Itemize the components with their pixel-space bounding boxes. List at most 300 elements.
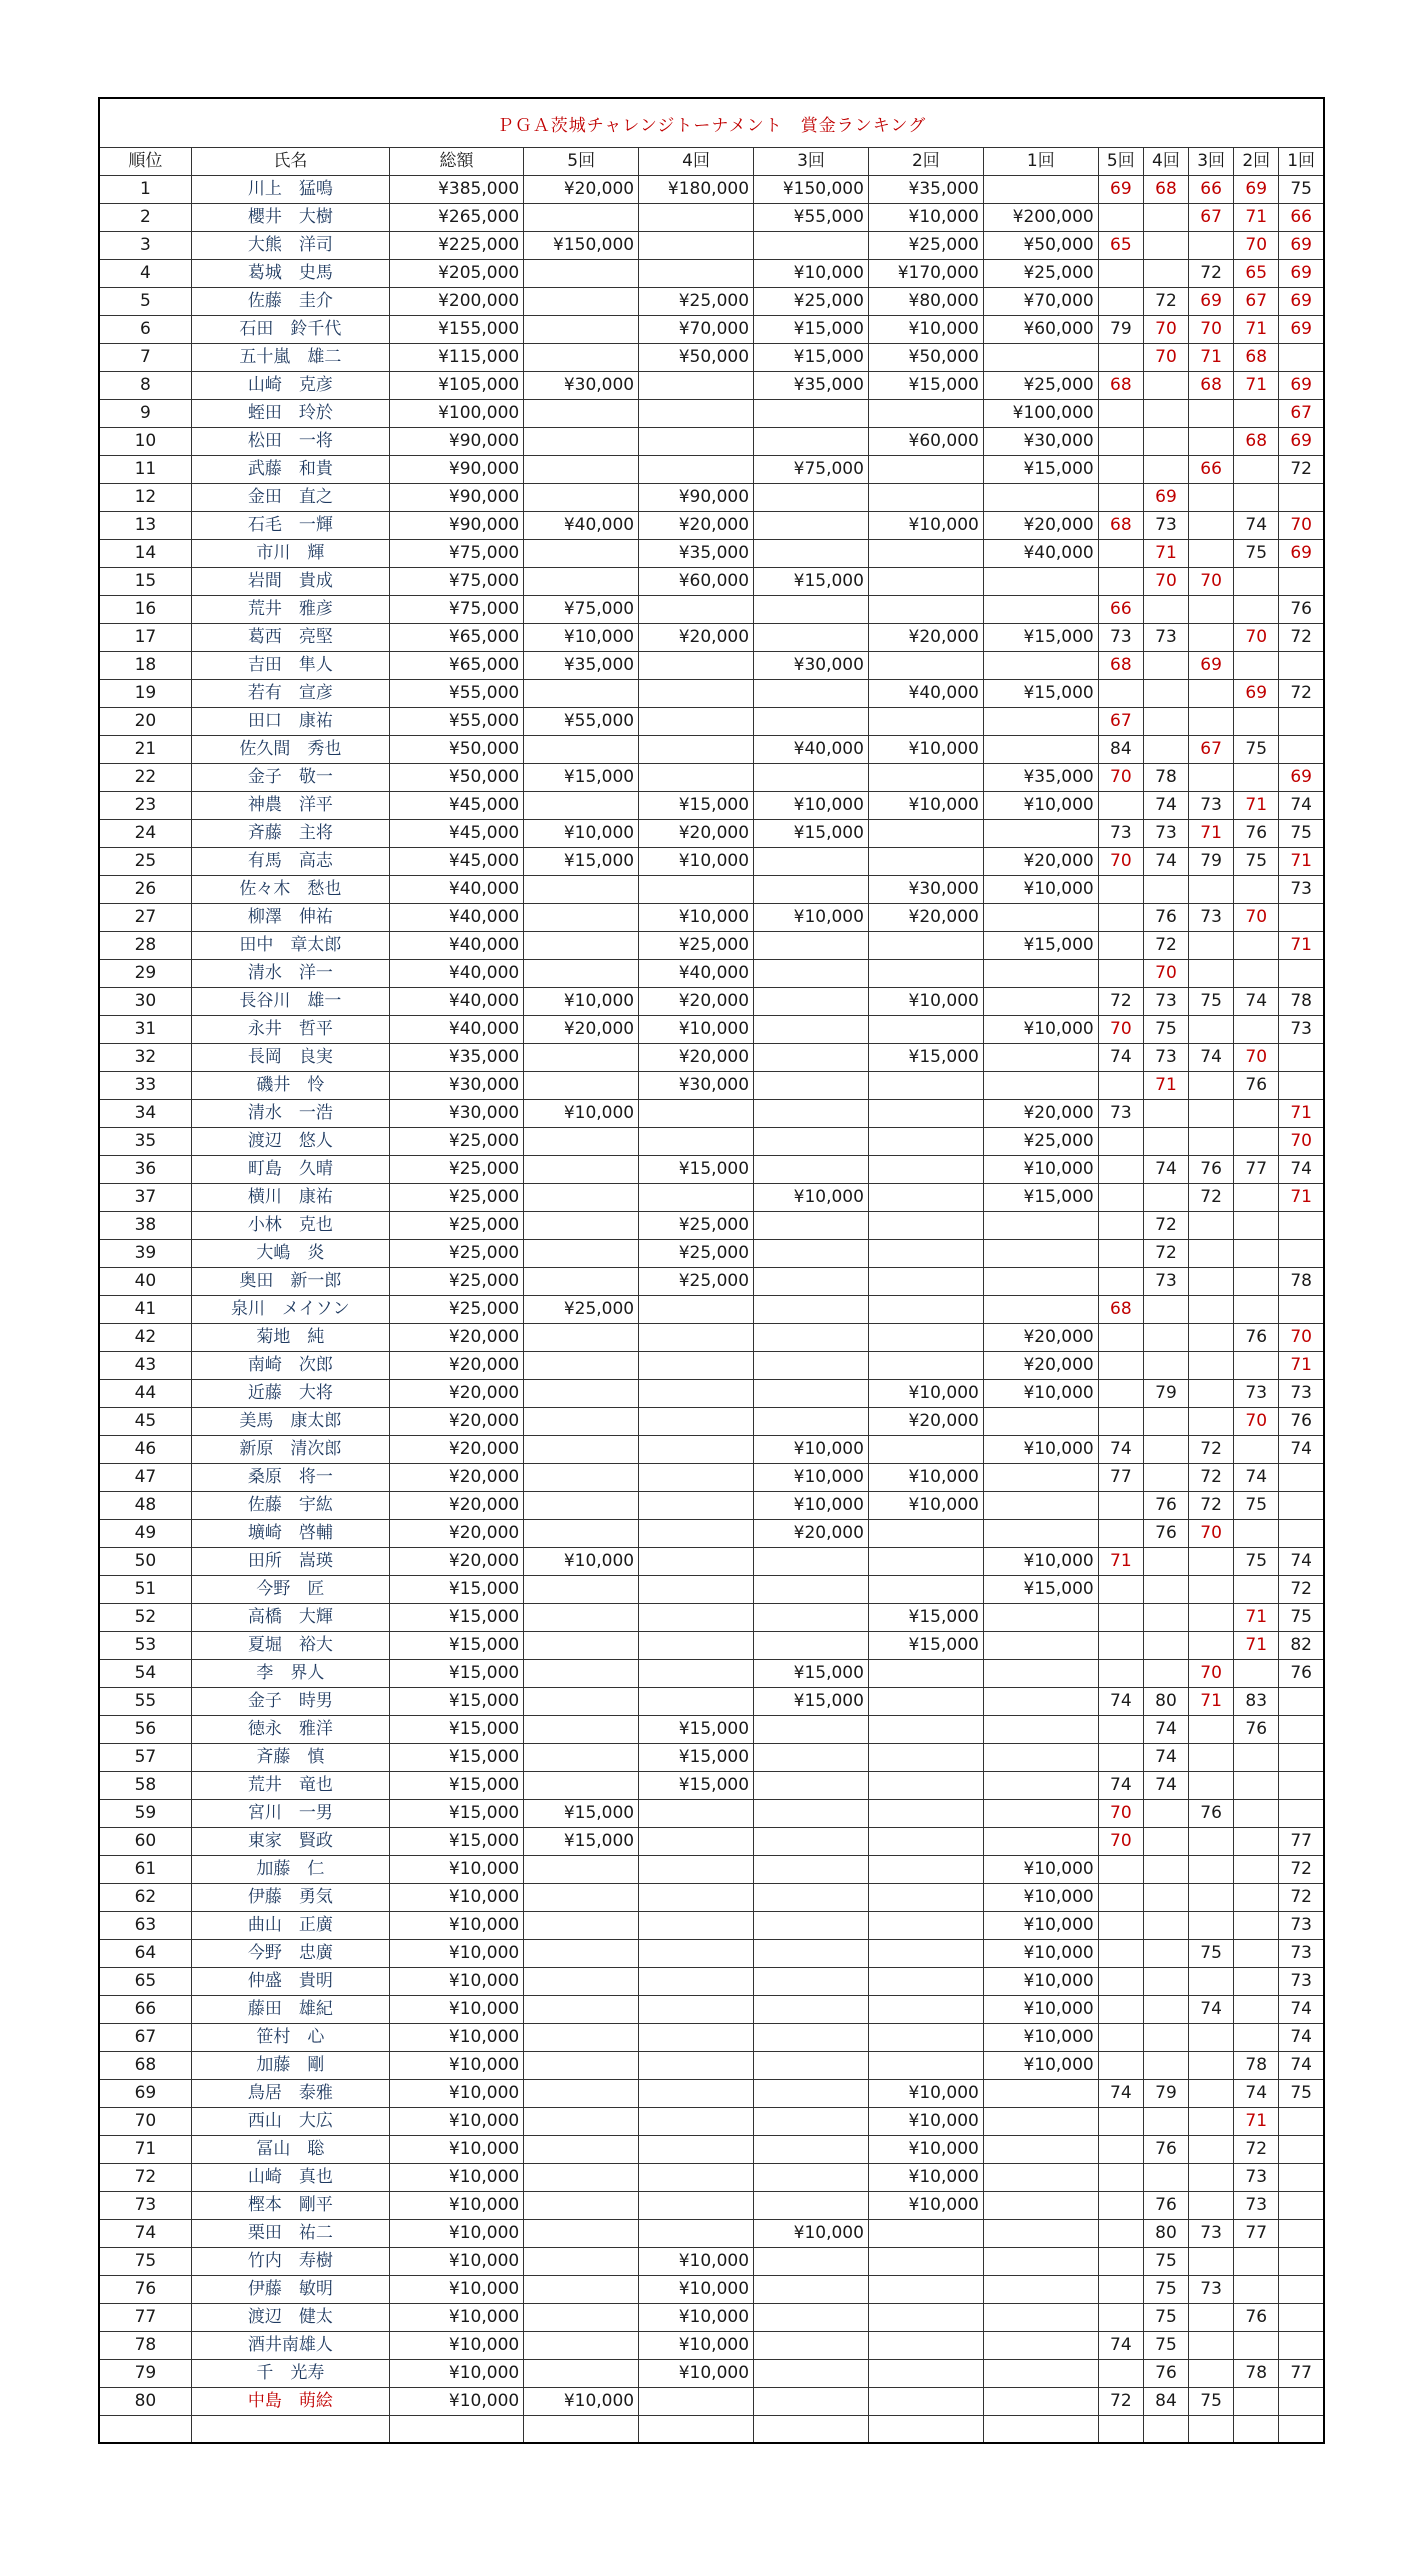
round-prize-cell <box>868 1548 983 1576</box>
round-prize-cell <box>524 1352 639 1380</box>
round-score-cell <box>1189 1744 1234 1772</box>
total-prize-cell: ¥15,000 <box>389 1800 523 1828</box>
round-prize-cell: ¥25,000 <box>754 288 869 316</box>
round-score-cell <box>1098 2276 1143 2304</box>
rank-cell: 11 <box>99 456 191 484</box>
round-prize-cell <box>524 960 639 988</box>
total-prize-cell: ¥25,000 <box>389 1184 523 1212</box>
round-score-cell <box>1189 2080 1234 2108</box>
player-name-cell: 新原 清次郎 <box>191 1436 389 1464</box>
table-row <box>99 2360 1324 2388</box>
round-prize-cell: ¥25,000 <box>639 288 754 316</box>
round-prize-cell <box>524 344 639 372</box>
round-score-cell <box>1234 1520 1279 1548</box>
round-score-cell <box>1279 1744 1324 1772</box>
round-prize-cell: ¥10,000 <box>868 512 983 540</box>
round-prize-cell <box>524 2220 639 2248</box>
column-header: 順位 <box>99 148 191 176</box>
round-score-cell <box>1279 1772 1324 1800</box>
player-name-cell: 鳥居 泰雅 <box>191 2080 389 2108</box>
table-row <box>99 792 1324 820</box>
round-score-cell: 74 <box>1189 1996 1234 2024</box>
round-score-cell: 76 <box>1189 1156 1234 1184</box>
total-prize-cell: ¥40,000 <box>389 932 523 960</box>
round-prize-cell <box>868 1016 983 1044</box>
player-name-cell: 五十嵐 雄二 <box>191 344 389 372</box>
round-score-cell: 74 <box>1098 1688 1143 1716</box>
round-score-cell <box>1143 232 1188 260</box>
round-prize-cell: ¥10,000 <box>524 1100 639 1128</box>
round-prize-cell <box>639 1408 754 1436</box>
round-score-cell <box>1189 1100 1234 1128</box>
round-score-cell: 79 <box>1098 316 1143 344</box>
round-score-cell: 71 <box>1234 316 1279 344</box>
header-row <box>99 148 1324 176</box>
round-score-cell: 73 <box>1279 1940 1324 1968</box>
round-score-cell: 70 <box>1279 512 1324 540</box>
round-prize-cell: ¥10,000 <box>983 1884 1098 1912</box>
round-score-cell <box>1098 400 1143 428</box>
round-prize-cell <box>639 1856 754 1884</box>
round-prize-cell <box>524 260 639 288</box>
round-prize-cell: ¥25,000 <box>524 1296 639 1324</box>
rank-cell: 54 <box>99 1660 191 1688</box>
table-row <box>99 456 1324 484</box>
rank-cell: 28 <box>99 932 191 960</box>
round-prize-cell <box>754 1744 869 1772</box>
table-row <box>99 904 1324 932</box>
player-name-cell: 武藤 和貴 <box>191 456 389 484</box>
round-prize-cell: ¥20,000 <box>983 1100 1098 1128</box>
rank-cell: 43 <box>99 1352 191 1380</box>
round-score-cell <box>1143 1128 1188 1156</box>
column-header: 3回 <box>1189 148 1234 176</box>
round-score-cell <box>1234 400 1279 428</box>
round-prize-cell: ¥10,000 <box>639 2276 754 2304</box>
round-prize-cell: ¥20,000 <box>639 1044 754 1072</box>
round-score-cell: 74 <box>1098 1772 1143 1800</box>
round-prize-cell <box>524 2416 639 2443</box>
player-name-cell: 金子 時男 <box>191 1688 389 1716</box>
round-score-cell <box>1189 624 1234 652</box>
round-prize-cell: ¥75,000 <box>754 456 869 484</box>
round-prize-cell: ¥30,000 <box>983 428 1098 456</box>
round-prize-cell: ¥150,000 <box>754 176 869 204</box>
round-prize-cell <box>639 1324 754 1352</box>
round-prize-cell: ¥20,000 <box>983 512 1098 540</box>
round-score-cell <box>1189 1268 1234 1296</box>
column-header: 5回 <box>524 148 639 176</box>
round-prize-cell <box>868 2416 983 2443</box>
rank-cell: 4 <box>99 260 191 288</box>
round-score-cell <box>1189 680 1234 708</box>
round-score-cell <box>1189 1324 1234 1352</box>
round-prize-cell: ¥15,000 <box>754 344 869 372</box>
total-prize-cell: ¥15,000 <box>389 1744 523 1772</box>
total-prize-cell: ¥15,000 <box>389 1660 523 1688</box>
table-row <box>99 540 1324 568</box>
round-score-cell: 72 <box>1143 932 1188 960</box>
round-prize-cell <box>868 764 983 792</box>
round-prize-cell <box>524 1184 639 1212</box>
round-score-cell <box>1279 1296 1324 1324</box>
round-score-cell <box>1098 1268 1143 1296</box>
player-name-cell: 近藤 大将 <box>191 1380 389 1408</box>
player-name-cell: 佐々木 愁也 <box>191 876 389 904</box>
round-prize-cell <box>639 1828 754 1856</box>
round-prize-cell <box>639 2108 754 2136</box>
rank-cell: 31 <box>99 1016 191 1044</box>
total-prize-cell: ¥15,000 <box>389 1604 523 1632</box>
player-name-cell: 栗田 祐二 <box>191 2220 389 2248</box>
table-row <box>99 176 1324 204</box>
round-prize-cell <box>524 1212 639 1240</box>
player-name-cell: 有馬 高志 <box>191 848 389 876</box>
round-score-cell <box>1098 1716 1143 1744</box>
round-prize-cell: ¥10,000 <box>639 2332 754 2360</box>
total-prize-cell: ¥55,000 <box>389 708 523 736</box>
round-score-cell <box>1098 792 1143 820</box>
round-prize-cell <box>754 1548 869 1576</box>
round-score-cell: 73 <box>1143 820 1188 848</box>
round-prize-cell: ¥15,000 <box>868 372 983 400</box>
round-prize-cell <box>524 1968 639 1996</box>
round-prize-cell <box>983 1828 1098 1856</box>
rank-cell: 63 <box>99 1912 191 1940</box>
rank-cell: 20 <box>99 708 191 736</box>
round-prize-cell <box>639 2388 754 2416</box>
rank-cell: 75 <box>99 2248 191 2276</box>
round-prize-cell <box>754 1996 869 2024</box>
round-prize-cell: ¥10,000 <box>983 1380 1098 1408</box>
round-prize-cell <box>868 1884 983 1912</box>
total-prize-cell: ¥40,000 <box>389 876 523 904</box>
rank-cell: 37 <box>99 1184 191 1212</box>
round-prize-cell <box>639 1128 754 1156</box>
round-score-cell <box>1098 1352 1143 1380</box>
round-score-cell <box>1189 1576 1234 1604</box>
round-prize-cell: ¥60,000 <box>639 568 754 596</box>
round-score-cell <box>1143 2052 1188 2080</box>
table-row <box>99 624 1324 652</box>
total-prize-cell: ¥30,000 <box>389 1072 523 1100</box>
round-score-cell: 80 <box>1143 1688 1188 1716</box>
round-prize-cell: ¥180,000 <box>639 176 754 204</box>
round-prize-cell <box>868 1716 983 1744</box>
round-prize-cell: ¥10,000 <box>754 792 869 820</box>
round-score-cell: 75 <box>1189 988 1234 1016</box>
round-score-cell: 80 <box>1143 2220 1188 2248</box>
round-prize-cell: ¥10,000 <box>868 2108 983 2136</box>
round-score-cell: 65 <box>1234 260 1279 288</box>
round-score-cell <box>1279 2416 1324 2443</box>
round-prize-cell: ¥10,000 <box>983 1016 1098 1044</box>
table-row <box>99 1716 1324 1744</box>
round-score-cell <box>1098 204 1143 232</box>
round-prize-cell: ¥30,000 <box>754 652 869 680</box>
round-score-cell: 73 <box>1143 512 1188 540</box>
round-score-cell <box>1234 764 1279 792</box>
round-prize-cell: ¥10,000 <box>754 2220 869 2248</box>
round-prize-cell <box>868 1828 983 1856</box>
round-score-cell <box>1234 652 1279 680</box>
round-score-cell <box>1189 1212 1234 1240</box>
player-name-cell: 若有 宣彦 <box>191 680 389 708</box>
round-score-cell <box>1143 1800 1188 1828</box>
rank-cell: 26 <box>99 876 191 904</box>
round-prize-cell: ¥15,000 <box>524 1828 639 1856</box>
table-row <box>99 1576 1324 1604</box>
round-score-cell <box>1098 1968 1143 1996</box>
round-score-cell <box>1143 2108 1188 2136</box>
round-prize-cell: ¥170,000 <box>868 260 983 288</box>
round-score-cell <box>1234 456 1279 484</box>
total-prize-cell: ¥10,000 <box>389 1996 523 2024</box>
round-score-cell <box>1234 1884 1279 1912</box>
round-prize-cell <box>524 1464 639 1492</box>
round-prize-cell: ¥10,000 <box>868 988 983 1016</box>
round-score-cell: 84 <box>1143 2388 1188 2416</box>
round-prize-cell: ¥10,000 <box>868 204 983 232</box>
round-score-cell <box>1234 1576 1279 1604</box>
table-row <box>99 2220 1324 2248</box>
round-prize-cell <box>754 596 869 624</box>
round-prize-cell <box>983 1072 1098 1100</box>
player-name-cell: 荒井 竜也 <box>191 1772 389 1800</box>
round-score-cell <box>1098 428 1143 456</box>
round-prize-cell <box>868 1184 983 1212</box>
round-score-cell <box>1189 1548 1234 1576</box>
round-prize-cell: ¥20,000 <box>639 624 754 652</box>
round-score-cell: 74 <box>1279 1548 1324 1576</box>
round-score-cell <box>1279 736 1324 764</box>
round-prize-cell <box>639 876 754 904</box>
total-prize-cell: ¥10,000 <box>389 1968 523 1996</box>
table-row <box>99 1072 1324 1100</box>
round-score-cell <box>1189 1380 1234 1408</box>
table-row <box>99 372 1324 400</box>
round-score-cell <box>1234 2332 1279 2360</box>
round-prize-cell <box>754 1296 869 1324</box>
total-prize-cell: ¥10,000 <box>389 1856 523 1884</box>
table-row <box>99 2304 1324 2332</box>
round-score-cell <box>1189 708 1234 736</box>
round-prize-cell <box>983 1296 1098 1324</box>
player-name-cell: 渡辺 悠人 <box>191 1128 389 1156</box>
round-prize-cell <box>868 960 983 988</box>
column-header: 氏名 <box>191 148 389 176</box>
round-score-cell: 75 <box>1143 2248 1188 2276</box>
ranking-sheet <box>98 97 1325 2444</box>
round-score-cell: 75 <box>1143 2276 1188 2304</box>
table-row <box>99 2108 1324 2136</box>
round-score-cell <box>1098 2248 1143 2276</box>
round-score-cell: 83 <box>1234 1688 1279 1716</box>
rank-cell: 69 <box>99 2080 191 2108</box>
total-prize-cell <box>389 2416 523 2443</box>
player-name-cell: 笹村 心 <box>191 2024 389 2052</box>
round-score-cell <box>1279 1240 1324 1268</box>
player-name-cell: 曲山 正廣 <box>191 1912 389 1940</box>
table-row <box>99 1660 1324 1688</box>
table-row <box>99 1912 1324 1940</box>
rank-cell: 21 <box>99 736 191 764</box>
round-score-cell <box>1143 456 1188 484</box>
round-prize-cell <box>754 2052 869 2080</box>
round-prize-cell: ¥60,000 <box>868 428 983 456</box>
round-prize-cell: ¥15,000 <box>754 820 869 848</box>
table-row <box>99 876 1324 904</box>
round-score-cell: 71 <box>1279 1100 1324 1128</box>
column-header: 4回 <box>639 148 754 176</box>
round-prize-cell <box>868 1688 983 1716</box>
round-score-cell <box>1143 876 1188 904</box>
round-score-cell <box>1279 1492 1324 1520</box>
round-prize-cell <box>868 1296 983 1324</box>
rank-cell: 45 <box>99 1408 191 1436</box>
round-prize-cell: ¥10,000 <box>868 316 983 344</box>
round-score-cell: 68 <box>1143 176 1188 204</box>
round-score-cell: 76 <box>1143 2136 1188 2164</box>
round-prize-cell: ¥25,000 <box>639 1240 754 1268</box>
rank-cell: 61 <box>99 1856 191 1884</box>
round-prize-cell <box>868 1268 983 1296</box>
round-prize-cell: ¥15,000 <box>524 848 639 876</box>
table-row <box>99 2136 1324 2164</box>
round-prize-cell: ¥75,000 <box>524 596 639 624</box>
round-score-cell: 70 <box>1189 1660 1234 1688</box>
round-prize-cell: ¥10,000 <box>983 1436 1098 1464</box>
round-score-cell <box>1098 1212 1143 1240</box>
round-prize-cell: ¥25,000 <box>639 932 754 960</box>
player-name-cell: 西山 大広 <box>191 2108 389 2136</box>
total-prize-cell: ¥25,000 <box>389 1156 523 1184</box>
round-prize-cell: ¥10,000 <box>754 1464 869 1492</box>
round-prize-cell <box>983 820 1098 848</box>
column-header: 総額 <box>389 148 523 176</box>
player-name-cell: 宮川 一男 <box>191 1800 389 1828</box>
round-prize-cell <box>524 1576 639 1604</box>
table-row <box>99 1380 1324 1408</box>
round-prize-cell <box>524 904 639 932</box>
player-name-cell: 佐久間 秀也 <box>191 736 389 764</box>
round-score-cell <box>1189 596 1234 624</box>
round-score-cell: 70 <box>1279 1324 1324 1352</box>
round-prize-cell <box>524 1268 639 1296</box>
round-prize-cell <box>524 568 639 596</box>
round-score-cell <box>1234 708 1279 736</box>
rank-cell: 22 <box>99 764 191 792</box>
round-score-cell: 72 <box>1279 1576 1324 1604</box>
player-name-cell: 柳澤 伸祐 <box>191 904 389 932</box>
round-prize-cell <box>754 1856 869 1884</box>
round-score-cell <box>1143 652 1188 680</box>
round-score-cell <box>1234 1352 1279 1380</box>
round-score-cell: 66 <box>1098 596 1143 624</box>
round-score-cell <box>1098 260 1143 288</box>
round-score-cell <box>1098 2360 1143 2388</box>
round-prize-cell <box>524 932 639 960</box>
round-score-cell: 74 <box>1279 2052 1324 2080</box>
player-name-cell: 櫻井 大樹 <box>191 204 389 232</box>
round-prize-cell <box>639 2416 754 2443</box>
round-score-cell: 69 <box>1189 288 1234 316</box>
round-score-cell: 76 <box>1143 1492 1188 1520</box>
round-score-cell: 74 <box>1279 1436 1324 1464</box>
player-name-cell: 葛城 史馬 <box>191 260 389 288</box>
round-prize-cell <box>983 2332 1098 2360</box>
round-score-cell <box>1098 540 1143 568</box>
table-row <box>99 820 1324 848</box>
round-prize-cell <box>754 1100 869 1128</box>
round-score-cell: 72 <box>1234 2136 1279 2164</box>
total-prize-cell: ¥10,000 <box>389 2276 523 2304</box>
round-prize-cell: ¥10,000 <box>639 2304 754 2332</box>
round-score-cell <box>1098 1492 1143 1520</box>
round-score-cell <box>1234 1128 1279 1156</box>
round-score-cell <box>1234 1436 1279 1464</box>
round-prize-cell: ¥10,000 <box>754 904 869 932</box>
round-score-cell: 73 <box>1279 1912 1324 1940</box>
round-prize-cell <box>639 1940 754 1968</box>
round-prize-cell: ¥10,000 <box>983 1856 1098 1884</box>
round-prize-cell: ¥10,000 <box>639 1016 754 1044</box>
round-score-cell: 72 <box>1098 2388 1143 2416</box>
round-prize-cell <box>639 2136 754 2164</box>
round-prize-cell <box>868 1212 983 1240</box>
round-score-cell: 70 <box>1234 1408 1279 1436</box>
round-prize-cell <box>868 1940 983 1968</box>
round-score-cell: 68 <box>1098 652 1143 680</box>
round-prize-cell: ¥20,000 <box>983 1324 1098 1352</box>
table-row <box>99 1464 1324 1492</box>
table-row <box>99 1968 1324 1996</box>
round-score-cell: 70 <box>1143 568 1188 596</box>
round-score-cell <box>1143 1548 1188 1576</box>
player-name-cell: 斉藤 主将 <box>191 820 389 848</box>
round-score-cell: 72 <box>1143 1240 1188 1268</box>
round-prize-cell <box>524 1408 639 1436</box>
table-row <box>99 1492 1324 1520</box>
round-prize-cell <box>754 932 869 960</box>
total-prize-cell: ¥10,000 <box>389 2192 523 2220</box>
round-prize-cell <box>868 1072 983 1100</box>
round-score-cell: 78 <box>1234 2360 1279 2388</box>
round-score-cell: 70 <box>1098 764 1143 792</box>
round-prize-cell <box>639 764 754 792</box>
round-score-cell: 77 <box>1098 1464 1143 1492</box>
round-score-cell <box>1189 1072 1234 1100</box>
round-prize-cell <box>524 2332 639 2360</box>
round-prize-cell <box>983 1464 1098 1492</box>
round-score-cell: 74 <box>1143 1156 1188 1184</box>
round-score-cell <box>1189 1884 1234 1912</box>
rank-cell: 42 <box>99 1324 191 1352</box>
round-prize-cell: ¥20,000 <box>868 1408 983 1436</box>
round-score-cell: 70 <box>1143 344 1188 372</box>
round-prize-cell <box>639 1800 754 1828</box>
round-score-cell: 69 <box>1279 288 1324 316</box>
round-score-cell <box>1279 1464 1324 1492</box>
round-prize-cell <box>639 652 754 680</box>
round-score-cell <box>1234 2388 1279 2416</box>
round-score-cell <box>1189 1968 1234 1996</box>
round-score-cell: 71 <box>1279 932 1324 960</box>
round-prize-cell <box>524 1044 639 1072</box>
round-score-cell: 68 <box>1098 372 1143 400</box>
round-score-cell <box>1189 2360 1234 2388</box>
total-prize-cell: ¥155,000 <box>389 316 523 344</box>
